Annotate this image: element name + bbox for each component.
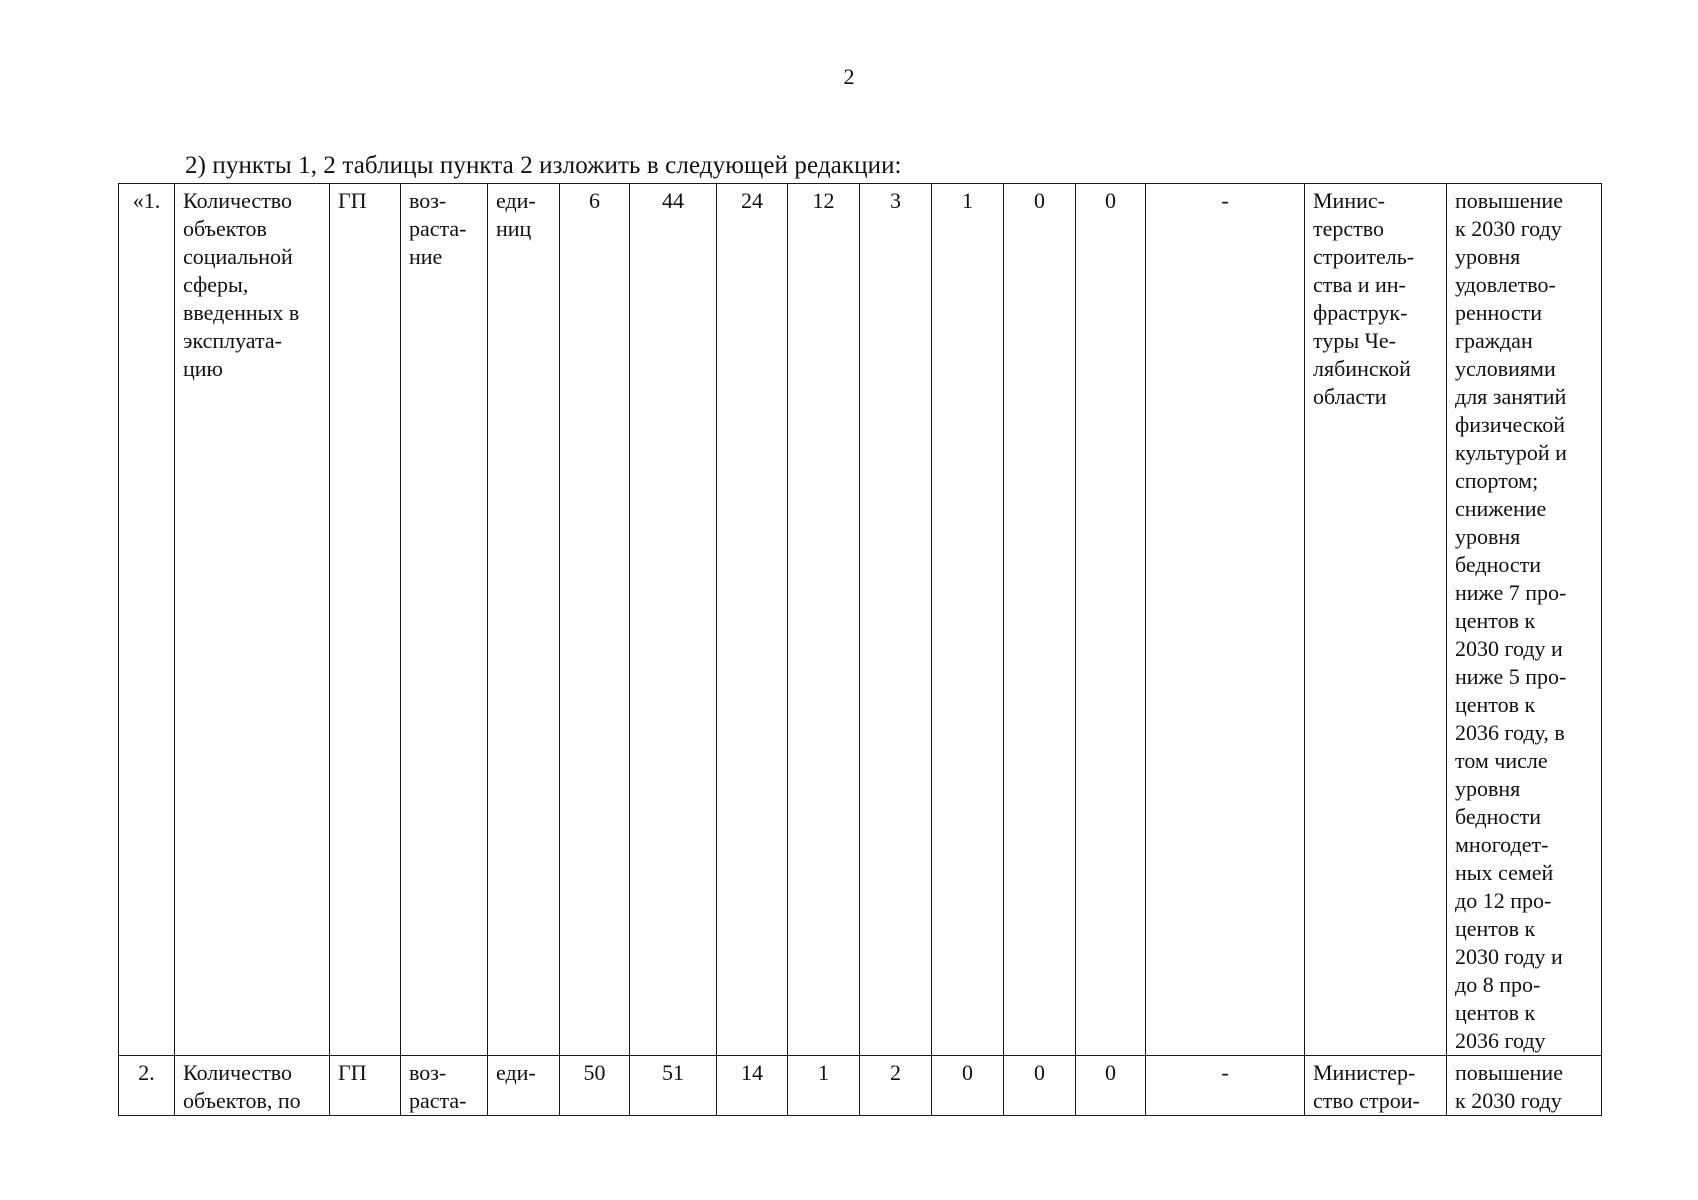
- link-cell: -: [1146, 1056, 1305, 1116]
- table-row: [119, 184, 1602, 1056]
- responsible-cell: Министер- ство строи-: [1305, 1056, 1447, 1116]
- value-cell: 1: [932, 184, 1004, 1056]
- value-cell: 3: [860, 184, 932, 1056]
- value-cell: 1: [788, 1056, 860, 1116]
- indicator-unit: еди- ниц: [488, 184, 560, 1056]
- value-cell: 0: [1004, 184, 1076, 1056]
- indicator-name: Количество объектов социальной сферы, введенных в эксплуата- цию: [175, 184, 330, 1056]
- indicator-unit: еди-: [488, 1056, 560, 1116]
- indicators-table: [118, 183, 1602, 1116]
- goal-cell: повышение к 2030 году уровня удовлетво- ренности граждан условиями для занятий физической культурой и спортом; снижение уровня бедности ниже 7 про- центов к 2030 году и ниже 5 про- центов к 2036 году, в том числе уровня бедности многодет- ных семей до 12 про- центов к 2030 году и до 8 про- центов к 2036 году: [1447, 184, 1602, 1056]
- indicator-level: ГП: [330, 1056, 401, 1116]
- value-cell: 2: [860, 1056, 932, 1116]
- indicator-level: ГП: [330, 184, 401, 1056]
- indicator-trend: воз- раста-: [401, 1056, 488, 1116]
- row-number: 2.: [119, 1056, 175, 1116]
- amendment-intro-text: 2) пункты 1, 2 таблицы пункта 2 изложить в следующей редакции:: [185, 152, 902, 179]
- value-cell: 51: [630, 1056, 717, 1116]
- value-cell: 24: [717, 184, 788, 1056]
- goal-cell: повышение к 2030 году: [1447, 1056, 1602, 1116]
- value-cell: 0: [1004, 1056, 1076, 1116]
- responsible-cell: Минис- терство строитель- ства и ин- фраструк- туры Че- лябинской области: [1305, 184, 1447, 1056]
- value-cell: 14: [717, 1056, 788, 1116]
- row-number: «1.: [119, 184, 175, 1056]
- value-cell: 44: [630, 184, 717, 1056]
- value-cell: 0: [1076, 1056, 1146, 1116]
- indicator-trend: воз- раста- ние: [401, 184, 488, 1056]
- value-cell: 0: [932, 1056, 1004, 1116]
- value-cell: 50: [560, 1056, 630, 1116]
- value-cell: 12: [788, 184, 860, 1056]
- table-row: [119, 1056, 1602, 1116]
- value-cell: 6: [560, 184, 630, 1056]
- indicator-name: Количество объектов, по: [175, 1056, 330, 1116]
- value-cell: 0: [1076, 184, 1146, 1056]
- link-cell: -: [1146, 184, 1305, 1056]
- page-number: 2: [843, 64, 855, 89]
